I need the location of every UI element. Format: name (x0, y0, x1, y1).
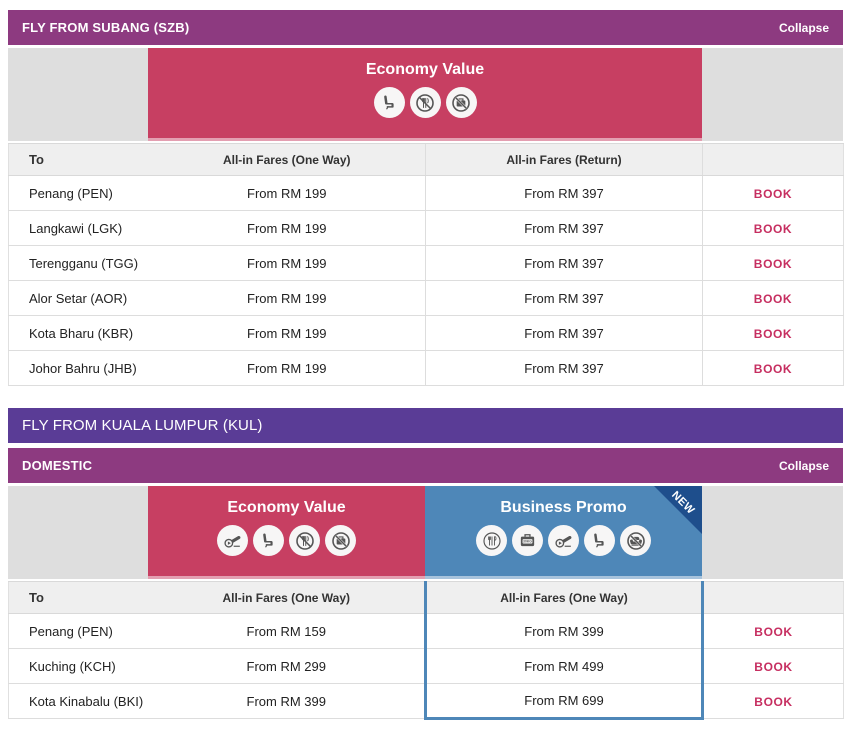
destination-cell: Penang (PEN) (9, 614, 149, 649)
seat-icon (374, 87, 405, 118)
col-header-oneway: All-in Fares (One Way) (149, 144, 426, 176)
fare-class-name: Economy Value (365, 61, 485, 78)
fare-class-icons (148, 525, 425, 556)
business-fare-cell: From RM 399 (426, 614, 703, 649)
economy-fare-cell: From RM 399 (149, 684, 426, 719)
business-promo-banner (425, 486, 702, 579)
return-fare-cell: From RM 397 (426, 246, 703, 281)
seat-icon (584, 525, 615, 556)
book-button[interactable]: BOOK (753, 361, 793, 376)
book-button[interactable]: BOOK (754, 624, 793, 639)
section-kuala-lumpur (8, 408, 843, 720)
return-fare-cell: From RM 397 (426, 211, 703, 246)
book-button[interactable]: BOOK (754, 694, 793, 709)
kul-fareclass-strip (8, 486, 843, 579)
destination-cell: Kota Kinabalu (BKI) (9, 684, 149, 719)
col-header-business: All-in Fares (One Way) (426, 582, 703, 614)
oneway-fare-cell: From RM 199 (149, 281, 426, 316)
book-button[interactable]: BOOK (753, 221, 793, 236)
return-fare-cell: From RM 397 (426, 176, 703, 211)
destination-cell: Terengganu (TGG) (9, 246, 149, 281)
book-button[interactable]: BOOK (754, 659, 793, 674)
business-fare-cell: From RM 699 (426, 684, 703, 719)
col-header-return: All-in Fares (Return) (426, 144, 703, 176)
book-button[interactable]: BOOK (753, 256, 793, 271)
subang-header-bar (8, 10, 843, 45)
no-baggage-icon (325, 525, 356, 556)
economy-fare-cell: From RM 299 (149, 649, 426, 684)
table-row (9, 281, 844, 316)
table-row (9, 614, 844, 649)
fare-class-name: Economy Value (227, 499, 346, 516)
table-row (9, 176, 844, 211)
new-badge-label: NEW (669, 489, 697, 517)
subang-collapse-button[interactable]: Collapse (778, 20, 829, 35)
economy-value-banner (148, 486, 425, 579)
kul-title: FLY FROM KUALA LUMPUR (KUL) (22, 417, 263, 434)
no-meals-icon (410, 87, 441, 118)
oneway-fare-cell: From RM 199 (149, 246, 426, 281)
table-row (9, 316, 844, 351)
destination-cell: Langkawi (LGK) (9, 211, 149, 246)
col-header-economy: All-in Fares (One Way) (149, 582, 426, 614)
destination-cell: Kuching (KCH) (9, 649, 149, 684)
baggage-30kg-icon (512, 525, 543, 556)
col-header-book (703, 582, 844, 614)
return-fare-cell: From RM 397 (426, 281, 703, 316)
section-subang (8, 10, 843, 386)
book-button[interactable]: BOOK (753, 326, 793, 341)
domestic-collapse-button[interactable]: Collapse (778, 458, 829, 473)
domestic-title: DOMESTIC (22, 458, 93, 473)
table-row (9, 649, 844, 684)
return-fare-cell: From RM 397 (426, 351, 703, 386)
destination-cell: Alor Setar (AOR) (9, 281, 149, 316)
fare-class-icons (148, 87, 702, 118)
seat-icon (253, 525, 284, 556)
return-fare-cell: From RM 397 (426, 316, 703, 351)
book-button[interactable]: BOOK (753, 186, 793, 201)
no-baggage-icon (446, 87, 477, 118)
col-header-book (703, 144, 844, 176)
kul-fares-table (8, 581, 844, 720)
col-header-to: To (9, 144, 149, 176)
business-fare-cell: From RM 499 (426, 649, 703, 684)
oneway-fare-cell: From RM 199 (149, 176, 426, 211)
subang-fares-table (8, 143, 844, 386)
svg-text:30KG: 30KG (523, 539, 532, 544)
trolley-icon (217, 525, 248, 556)
oneway-fare-cell: From RM 199 (149, 351, 426, 386)
subang-title: FLY FROM SUBANG (SZB) (22, 20, 190, 35)
oneway-fare-cell: From RM 199 (149, 211, 426, 246)
table-row (9, 246, 844, 281)
table-header-row (9, 144, 844, 176)
no-meals-icon (289, 525, 320, 556)
meals-icon (476, 525, 507, 556)
trolley-icon (548, 525, 579, 556)
destination-cell: Johor Bahru (JHB) (9, 351, 149, 386)
economy-value-banner (148, 48, 702, 141)
destination-cell: Penang (PEN) (9, 176, 149, 211)
fare-class-name: Business Promo (500, 499, 627, 516)
table-row (9, 351, 844, 386)
table-header-row (9, 582, 844, 614)
subang-fareclass-strip (8, 48, 843, 141)
oneway-fare-cell: From RM 199 (149, 316, 426, 351)
destination-cell: Kota Bharu (KBR) (9, 316, 149, 351)
economy-fare-cell: From RM 159 (149, 614, 426, 649)
col-header-to: To (9, 582, 149, 614)
table-row (9, 211, 844, 246)
book-button[interactable]: BOOK (753, 291, 793, 306)
table-row (9, 684, 844, 719)
domestic-header-bar (8, 448, 843, 483)
kul-header-bar (8, 408, 843, 443)
no-lounge-icon (620, 525, 651, 556)
